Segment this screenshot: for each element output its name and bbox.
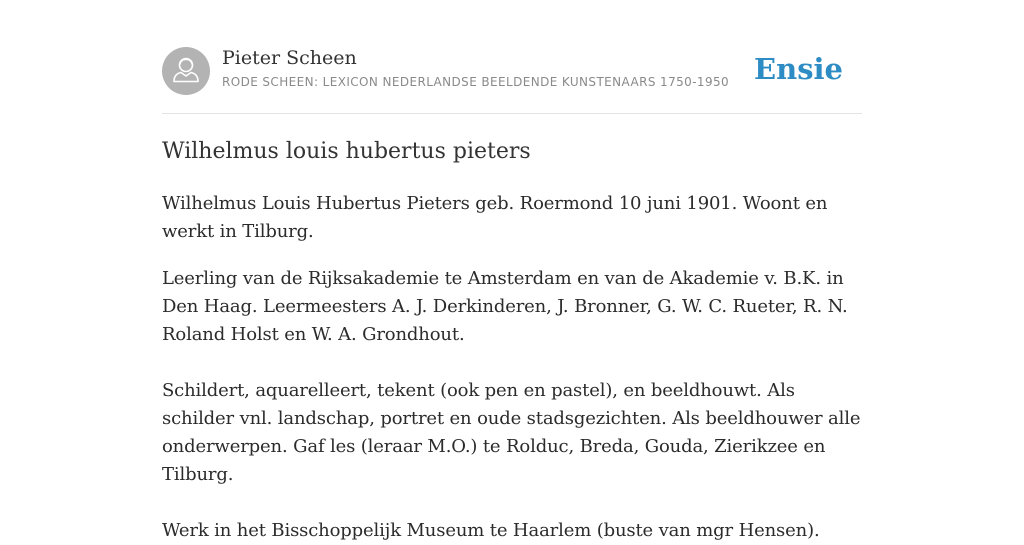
- article-title: Wilhelmus louis hubertus pieters: [162, 139, 531, 164]
- author-avatar: [162, 47, 210, 95]
- user-silhouette-icon: [162, 47, 210, 95]
- article-paragraph: Wilhelmus Louis Hubertus Pieters geb. Roermond 10 juni 1901. Woont en werkt in Tilburg.: [162, 193, 828, 242]
- article-body: [162, 137, 864, 545]
- brand-logo-link[interactable]: Ensie: [754, 52, 843, 86]
- source-title[interactable]: RODE SCHEEN: LEXICON NEDERLANDSE BEELDENDE KUNSTENAARS 1750-1950: [222, 75, 730, 89]
- article-paragraph: Leerling van de Rijksakademie te Amsterdam en van de Akademie v. B.K. in Den Haag. Leermeesters A. J. Derkinderen, J. Bronner, G. W. C. Rueter, R. N. Roland Holst en W. A. Grondhout.: [162, 268, 848, 345]
- article-header: [162, 46, 862, 96]
- article-paragraph: Werk in het Bisschoppelijk Museum te Haarlem (buste van mgr Hensen).: [162, 520, 820, 541]
- author-name[interactable]: Pieter Scheen: [222, 47, 357, 69]
- header-divider: [162, 113, 862, 114]
- article-paragraph: Schildert, aquarelleert, tekent (ook pen en pastel), en beeldhouwt. Als schilder vnl. landschap, portret en oude stadsgezichten. Als beeldhouwer alle onderwerpen. Gaf les (leraar M.O.) te Rolduc, Breda, Gouda, Zierikzee en Tilburg.: [162, 380, 861, 485]
